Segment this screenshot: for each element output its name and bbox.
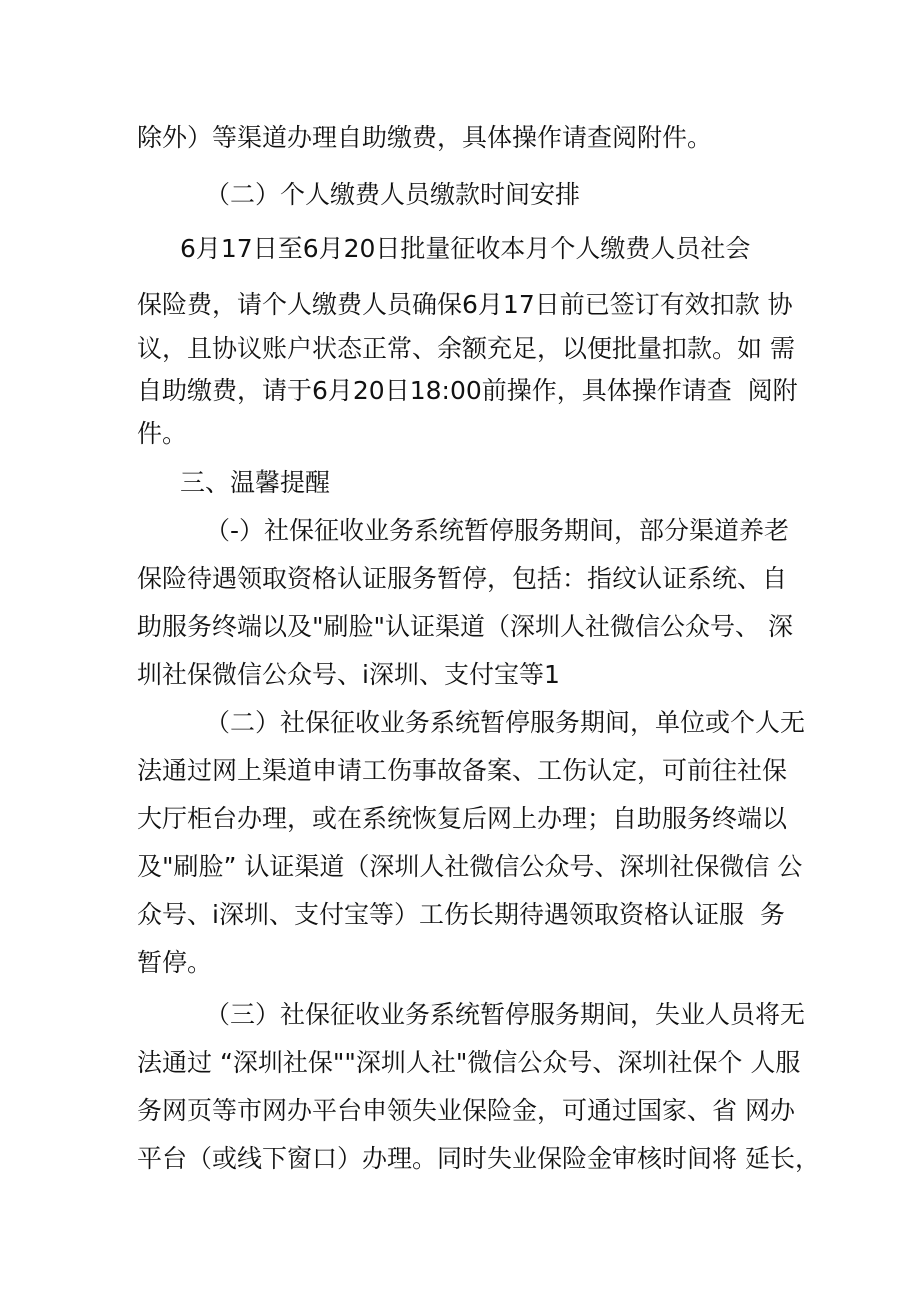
body-line-5: 议，且协议账户状态正常、余额充足，以便批量扣款。如 需 <box>137 334 795 363</box>
body-line-19: （三）社保征收业务系统暂停服务期间，失业人员将无 <box>205 1000 806 1029</box>
section-heading-2: （二）个人缴费人员缴款时间安排 <box>205 180 581 209</box>
body-line-11: 助服务终端以及"刷脸"认证渠道（深圳人社微信公众号、 深 <box>137 612 793 641</box>
body-line-17: 众号、i深圳、支付宝等）工伤长期待遇领取资格认证服 务 <box>137 900 785 929</box>
body-line-1: 除外）等渠道办理自助缴费，具体操作请查阅附件。 <box>137 123 713 152</box>
body-line-12: 圳社保微信公众号、i深圳、支付宝等1 <box>137 660 560 689</box>
body-line-10: 保险待遇领取资格认证服务暂停，包括：指纹认证系统、自 <box>137 564 788 593</box>
body-line-16: 及"刷脸” 认证渠道（深圳人社微信公众号、深圳社保微信 公 <box>137 852 803 881</box>
body-line-15: 大厅柜台办理，或在系统恢复后网上办理；自助服务终端以 <box>137 804 788 833</box>
body-line-21: 务网页等市网办平台申领失业保险金，可通过国家、省 网办 <box>137 1096 795 1125</box>
body-line-22: 平台（或线下窗口）办理。同时失业保险金审核时间将 延长， <box>137 1144 820 1173</box>
body-line-3: 6月17日至6月20日批量征收本月个人缴费人员社会 <box>180 234 751 263</box>
body-line-7: 件。 <box>137 419 188 448</box>
body-line-6: 自助缴费，请于6月20日18:00前操作，具体操作请查 阅附 <box>137 376 798 405</box>
section-heading-3: 三、温馨提醒 <box>180 468 331 497</box>
body-line-4: 保险费，请个人缴费人员确保6月17日前已签订有效扣款 协 <box>137 290 793 319</box>
body-line-18: 暂停。 <box>137 948 213 977</box>
body-line-20: 法通过 “深圳社保""深圳人社"微信公众号、深圳社保个 人服 <box>137 1048 801 1077</box>
body-line-13: （二）社保征收业务系统暂停服务期间，单位或个人无 <box>205 708 806 737</box>
body-line-14: 法通过网上渠道申请工伤事故备案、工伤认定，可前往社保 <box>137 756 788 785</box>
body-line-9: （-）社保征收业务系统暂停服务期间，部分渠道养老 <box>205 516 790 545</box>
